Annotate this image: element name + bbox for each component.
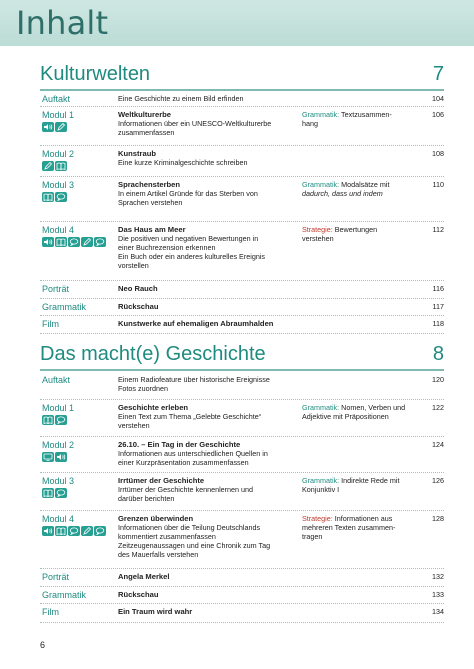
speech-icon xyxy=(55,192,67,202)
row-divider xyxy=(40,280,444,281)
entry-description-line: darüber berichten xyxy=(118,494,175,503)
entry-page-number: 126 xyxy=(432,476,444,485)
entry-heading: 26.10. – Ein Tag in der Geschichte xyxy=(118,440,241,449)
entry-page-number: 118 xyxy=(432,319,444,328)
entry-description-line: In einem Artikel Gründe für das Sterben von xyxy=(118,189,258,198)
speech-icon xyxy=(68,526,80,536)
entry-heading: Weltkulturerbe xyxy=(118,110,172,119)
entry-description-line: Die positiven und negativen Bewertungen in xyxy=(118,234,259,243)
row-divider xyxy=(40,622,444,623)
row-divider xyxy=(40,106,444,107)
entry-page-number: 108 xyxy=(432,149,444,158)
side-note-text: dadurch, dass und indem xyxy=(302,189,383,198)
pen-icon xyxy=(55,122,67,132)
entry-heading: Ein Traum wird wahr xyxy=(118,607,193,616)
entry-side-note xyxy=(302,110,420,128)
entry-page-number: 110 xyxy=(432,180,444,189)
book-icon xyxy=(55,237,67,247)
skill-icons xyxy=(42,192,67,202)
side-note-text: Konjunktiv I xyxy=(302,485,340,494)
entry-label: Grammatik xyxy=(42,590,87,600)
entry-label: Film xyxy=(42,319,59,329)
entry-description-line: Einem Radiofeature über historische Ereignisse xyxy=(118,375,270,384)
entry-side-note xyxy=(302,514,420,541)
entry-label: Modul 3 xyxy=(42,476,75,486)
entry-page-number: 133 xyxy=(432,590,444,599)
entry-description xyxy=(118,302,298,311)
side-note-text: verstehen xyxy=(302,234,334,243)
entry-description-line: Einen Text zum Thema „Gelebte Geschichte“ xyxy=(118,412,262,421)
skill-icons xyxy=(42,415,67,425)
audio-icon xyxy=(55,452,67,462)
entry-description xyxy=(118,572,298,581)
row-divider xyxy=(40,315,444,316)
entry-side-note xyxy=(302,180,420,198)
entry-label: Modul 1 xyxy=(42,110,75,120)
chapter-number: 7 xyxy=(432,63,444,85)
entry-label: Film xyxy=(42,607,59,617)
speech-icon xyxy=(94,237,106,247)
grammar-tag: Grammatik: xyxy=(302,180,340,189)
entry-label: Modul 2 xyxy=(42,440,75,450)
chapter-divider xyxy=(40,89,444,91)
grammar-tag: Grammatik: xyxy=(302,403,340,412)
entry-description-line: Zeitzeugenaussagen und eine Chronik zum Tag xyxy=(118,541,271,550)
strategy-tag: Strategie: xyxy=(302,225,333,234)
entry-page-number: 106 xyxy=(432,110,444,119)
side-note-text: Indirekte Rede mit xyxy=(341,476,400,485)
entry-label: Auftakt xyxy=(42,94,71,104)
audio-icon xyxy=(42,526,54,536)
entry-description-line: Eine kurze Kriminalgeschichte schreiben xyxy=(118,158,248,167)
book-icon xyxy=(55,161,67,171)
entry-label: Modul 1 xyxy=(42,403,75,413)
speech-icon xyxy=(55,488,67,498)
book-icon xyxy=(42,415,54,425)
row-divider xyxy=(40,568,444,569)
entry-page-number: 124 xyxy=(432,440,444,449)
row-divider xyxy=(40,333,444,334)
entry-heading: Kunstraub xyxy=(118,149,156,158)
entry-heading: Rückschau xyxy=(118,590,159,599)
row-divider xyxy=(40,510,444,511)
entry-side-note xyxy=(302,403,420,421)
row-divider xyxy=(40,436,444,437)
entry-description xyxy=(118,180,298,207)
row-divider xyxy=(40,176,444,177)
entry-page-number: 120 xyxy=(432,375,444,384)
row-divider xyxy=(40,586,444,587)
audio-icon xyxy=(42,237,54,247)
speech-icon xyxy=(94,526,106,536)
row-divider xyxy=(40,399,444,400)
side-note-text: Nomen, Verben und xyxy=(341,403,406,412)
entry-description-line: Eine Geschichte zu einem Bild erfinden xyxy=(118,94,244,103)
entry-description xyxy=(118,403,298,430)
entry-heading: Sprachensterben xyxy=(118,180,181,189)
entry-label: Modul 2 xyxy=(42,149,75,159)
entry-heading: Rückschau xyxy=(118,302,159,311)
row-divider xyxy=(40,603,444,604)
chapter-number: 8 xyxy=(432,343,444,365)
side-note-text: hang xyxy=(302,119,318,128)
grammar-tag: Grammatik: xyxy=(302,110,340,119)
chapter-divider xyxy=(40,369,444,371)
entry-label: Modul 4 xyxy=(42,225,75,235)
row-divider xyxy=(40,298,444,299)
entry-description-line: Informationen über ein UNESCO-Weltkulturerbe xyxy=(118,119,272,128)
entry-label: Porträt xyxy=(42,572,70,582)
entry-description xyxy=(118,440,298,467)
row-divider xyxy=(40,472,444,473)
side-note-text: Modalsätze mit xyxy=(341,180,390,189)
entry-description xyxy=(118,284,298,293)
entry-label: Auftakt xyxy=(42,375,71,385)
entry-description-line: Irrtümer der Geschichte kennenlernen und xyxy=(118,485,254,494)
entry-description-line: Ein Buch oder ein anderes kulturelles Ereignis xyxy=(118,252,266,261)
skill-icons xyxy=(42,237,106,247)
pen-icon xyxy=(81,526,93,536)
entry-heading: Geschichte erleben xyxy=(118,403,189,412)
entry-description xyxy=(118,476,298,503)
entry-description xyxy=(118,110,298,137)
entry-heading: Das Haus am Meer xyxy=(118,225,186,234)
entry-heading: Grenzen überwinden xyxy=(118,514,194,523)
skill-icons xyxy=(42,488,67,498)
entry-page-number: 112 xyxy=(432,225,444,234)
entry-page-number: 134 xyxy=(432,607,444,616)
page-number: 6 xyxy=(40,640,46,650)
entry-side-note xyxy=(302,225,420,243)
entry-description-line: vorstellen xyxy=(118,261,149,270)
entry-description-line: Sprachen verstehen xyxy=(118,198,183,207)
speech-icon xyxy=(55,415,67,425)
entry-description-line: zusammenfassen xyxy=(118,128,175,137)
pen-icon xyxy=(81,237,93,247)
entry-page-number: 122 xyxy=(432,403,444,412)
entry-description xyxy=(118,319,298,328)
page-title: Inhalt xyxy=(16,4,109,42)
strategy-tag: Strategie: xyxy=(302,514,333,523)
entry-description xyxy=(118,607,298,616)
entry-page-number: 104 xyxy=(432,94,444,103)
entry-description-line: Fotos zuordnen xyxy=(118,384,168,393)
book-icon xyxy=(42,192,54,202)
chapter-title: Das macht(e) Geschichte xyxy=(40,343,266,365)
entry-heading: Angela Merkel xyxy=(118,572,170,581)
entry-label: Porträt xyxy=(42,284,70,294)
entry-page-number: 116 xyxy=(432,284,444,293)
side-note-text: tragen xyxy=(302,532,323,541)
pen-icon xyxy=(42,161,54,171)
entry-description-line: einer Buchrezension erkennen xyxy=(118,243,216,252)
grammar-tag: Grammatik: xyxy=(302,476,340,485)
entry-page-number: 117 xyxy=(432,302,444,311)
entry-heading: Kunstwerke auf ehemaligen Abraumhalden xyxy=(118,319,274,328)
entry-label: Modul 4 xyxy=(42,514,75,524)
book-icon xyxy=(42,488,54,498)
entry-description xyxy=(118,149,298,167)
entry-label: Grammatik xyxy=(42,302,87,312)
entry-description-line: des Mauerfalls verstehen xyxy=(118,550,199,559)
skill-icons xyxy=(42,452,67,462)
speech-icon xyxy=(68,237,80,247)
chapter-title: Kulturwelten xyxy=(40,63,151,85)
row-divider xyxy=(40,221,444,222)
entry-description xyxy=(118,94,298,103)
entry-description-line: Informationen aus unterschiedlichen Quellen in xyxy=(118,449,268,458)
entry-heading: Neo Rauch xyxy=(118,284,158,293)
entry-description xyxy=(118,225,298,270)
side-note-text: Adjektive mit Präpositionen xyxy=(302,412,389,421)
skill-icons xyxy=(42,161,67,171)
entry-heading: Irrtümer der Geschichte xyxy=(118,476,205,485)
entry-side-note xyxy=(302,476,420,494)
entry-description xyxy=(118,590,298,599)
entry-description-line: verstehen xyxy=(118,421,150,430)
skill-icons xyxy=(42,122,67,132)
skill-icons xyxy=(42,526,106,536)
entry-description-line: kommentiert zusammenfassen xyxy=(118,532,216,541)
entry-label: Modul 3 xyxy=(42,180,75,190)
entry-description xyxy=(118,375,298,393)
side-note-text: Informationen aus xyxy=(334,514,393,523)
audio-icon xyxy=(42,122,54,132)
entry-description xyxy=(118,514,298,559)
entry-description-line: einer Kurzpräsentation zusammenfassen xyxy=(118,458,249,467)
screen-icon xyxy=(42,452,54,462)
entry-page-number: 132 xyxy=(432,572,444,581)
side-note-text: Textzusammen- xyxy=(341,110,392,119)
row-divider xyxy=(40,145,444,146)
entry-description-line: Informationen über die Teilung Deutschlands xyxy=(118,523,261,532)
side-note-text: mehreren Texten zusammen- xyxy=(302,523,396,532)
book-icon xyxy=(55,526,67,536)
entry-page-number: 128 xyxy=(432,514,444,523)
side-note-text: Bewertungen xyxy=(334,225,378,234)
